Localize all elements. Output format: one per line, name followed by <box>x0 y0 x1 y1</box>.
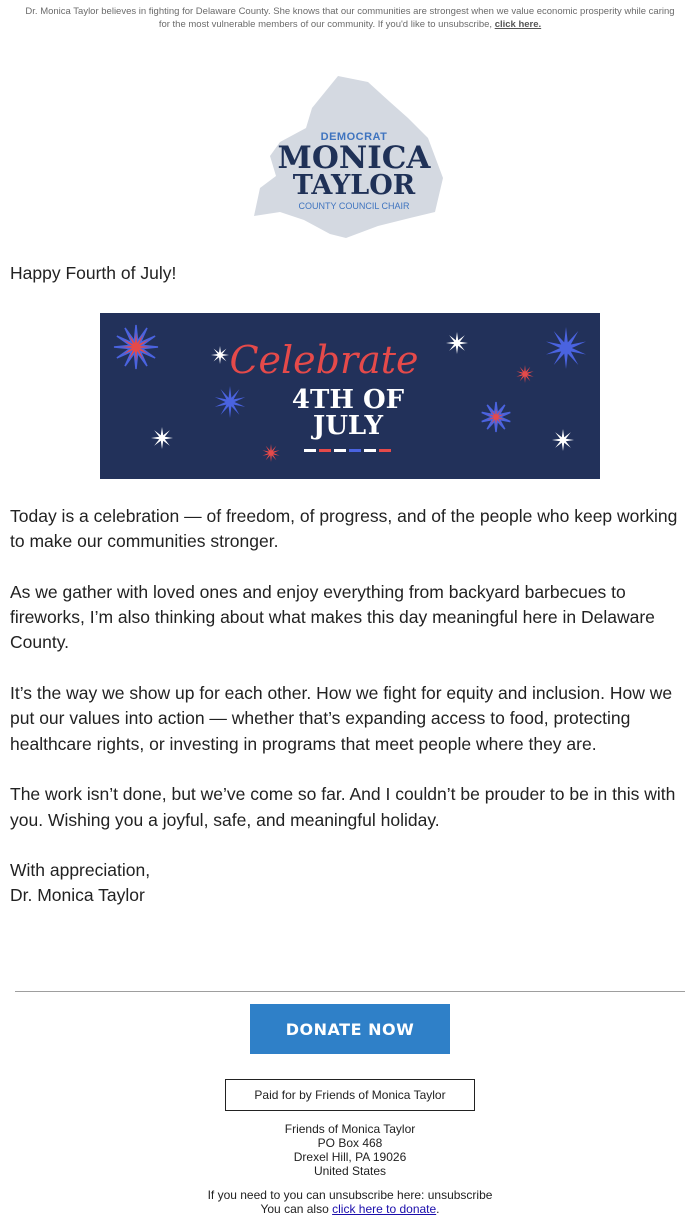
address-org: Friends of Monica Taylor <box>284 1122 416 1136</box>
banner-july-text: JULY <box>312 411 384 441</box>
preheader-message: Dr. Monica Taylor believes in fighting for Delaware County. She knows that our communities are strongest when we value economic prosperity while caring for the most vulnerable members of our community. If you'd like to unsubscribe, <box>25 6 675 30</box>
donate-line <box>0 1202 700 1216</box>
unsubscribe-link[interactable]: unsubscribe <box>427 1188 493 1202</box>
click-here-to-donate-link[interactable]: click here to donate <box>332 1202 437 1216</box>
body-paragraph-4: The work isn’t done, but we’ve come so far. And I couldn’t be prouder to be in this with you. Wishing you a joyful, safe, and meaningful holiday. <box>10 784 676 830</box>
firework-star-icon <box>552 429 574 451</box>
unsubscribe-line <box>0 1188 700 1202</box>
paid-for-disclaimer: Paid for by Friends of Monica Taylor <box>225 1079 475 1111</box>
logo-tagline: COUNTY COUNCIL CHAIR <box>298 201 410 211</box>
body-paragraph-2: As we gather with loved ones and enjoy everything from backyard barbecues to fireworks, I’m also thinking about what makes this day meaningful here in Delaware County. <box>10 581 655 653</box>
footer-divider <box>15 991 685 992</box>
campaign-logo <box>250 72 450 244</box>
firework-star-icon <box>446 332 468 354</box>
mailing-address <box>0 1122 700 1178</box>
greeting: Happy Fourth of July! <box>10 263 177 283</box>
firework-star-icon <box>151 427 173 449</box>
footer-links <box>0 1188 700 1216</box>
body-paragraph-1: Today is a celebration — of freedom, of progress, and of the people who keep working to make our communities stronger. <box>10 506 678 552</box>
signoff: With appreciation, <box>10 860 151 881</box>
logo-last-name: TAYLOR <box>292 170 416 201</box>
address-country: United States <box>313 1164 387 1178</box>
address-line-2: Drexel Hill, PA 19026 <box>293 1150 407 1164</box>
address-line-1: PO Box 468 <box>317 1136 383 1150</box>
logo-first-name: MONICA <box>277 140 431 176</box>
donate-suffix: . <box>436 1202 440 1216</box>
unsubscribe-prefix: If you need to you can unsubscribe here: <box>207 1188 428 1202</box>
body-paragraph-3: It’s the way we show up for each other. How we fight for equity and inclusion. How we put our values into action — whether that’s expanding access to food, protecting healthcare rights, or investing in programs that meet people where they are. <box>10 683 673 754</box>
preheader-text <box>20 6 680 31</box>
firework-star-icon <box>211 346 229 364</box>
banner-celebrate-text: Celebrate <box>229 338 419 382</box>
donate-now-button[interactable]: DONATE NOW <box>250 1004 450 1054</box>
donate-prefix: You can also <box>260 1202 333 1216</box>
signature: Dr. Monica Taylor <box>10 885 145 906</box>
fourth-of-july-banner <box>100 313 600 479</box>
message-body <box>10 504 690 909</box>
preheader-unsubscribe-link[interactable]: click here. <box>494 18 542 30</box>
logo-democrat-text: DEMOCRAT <box>320 131 388 143</box>
banner-4th-of-text: 4TH OF <box>291 385 405 415</box>
